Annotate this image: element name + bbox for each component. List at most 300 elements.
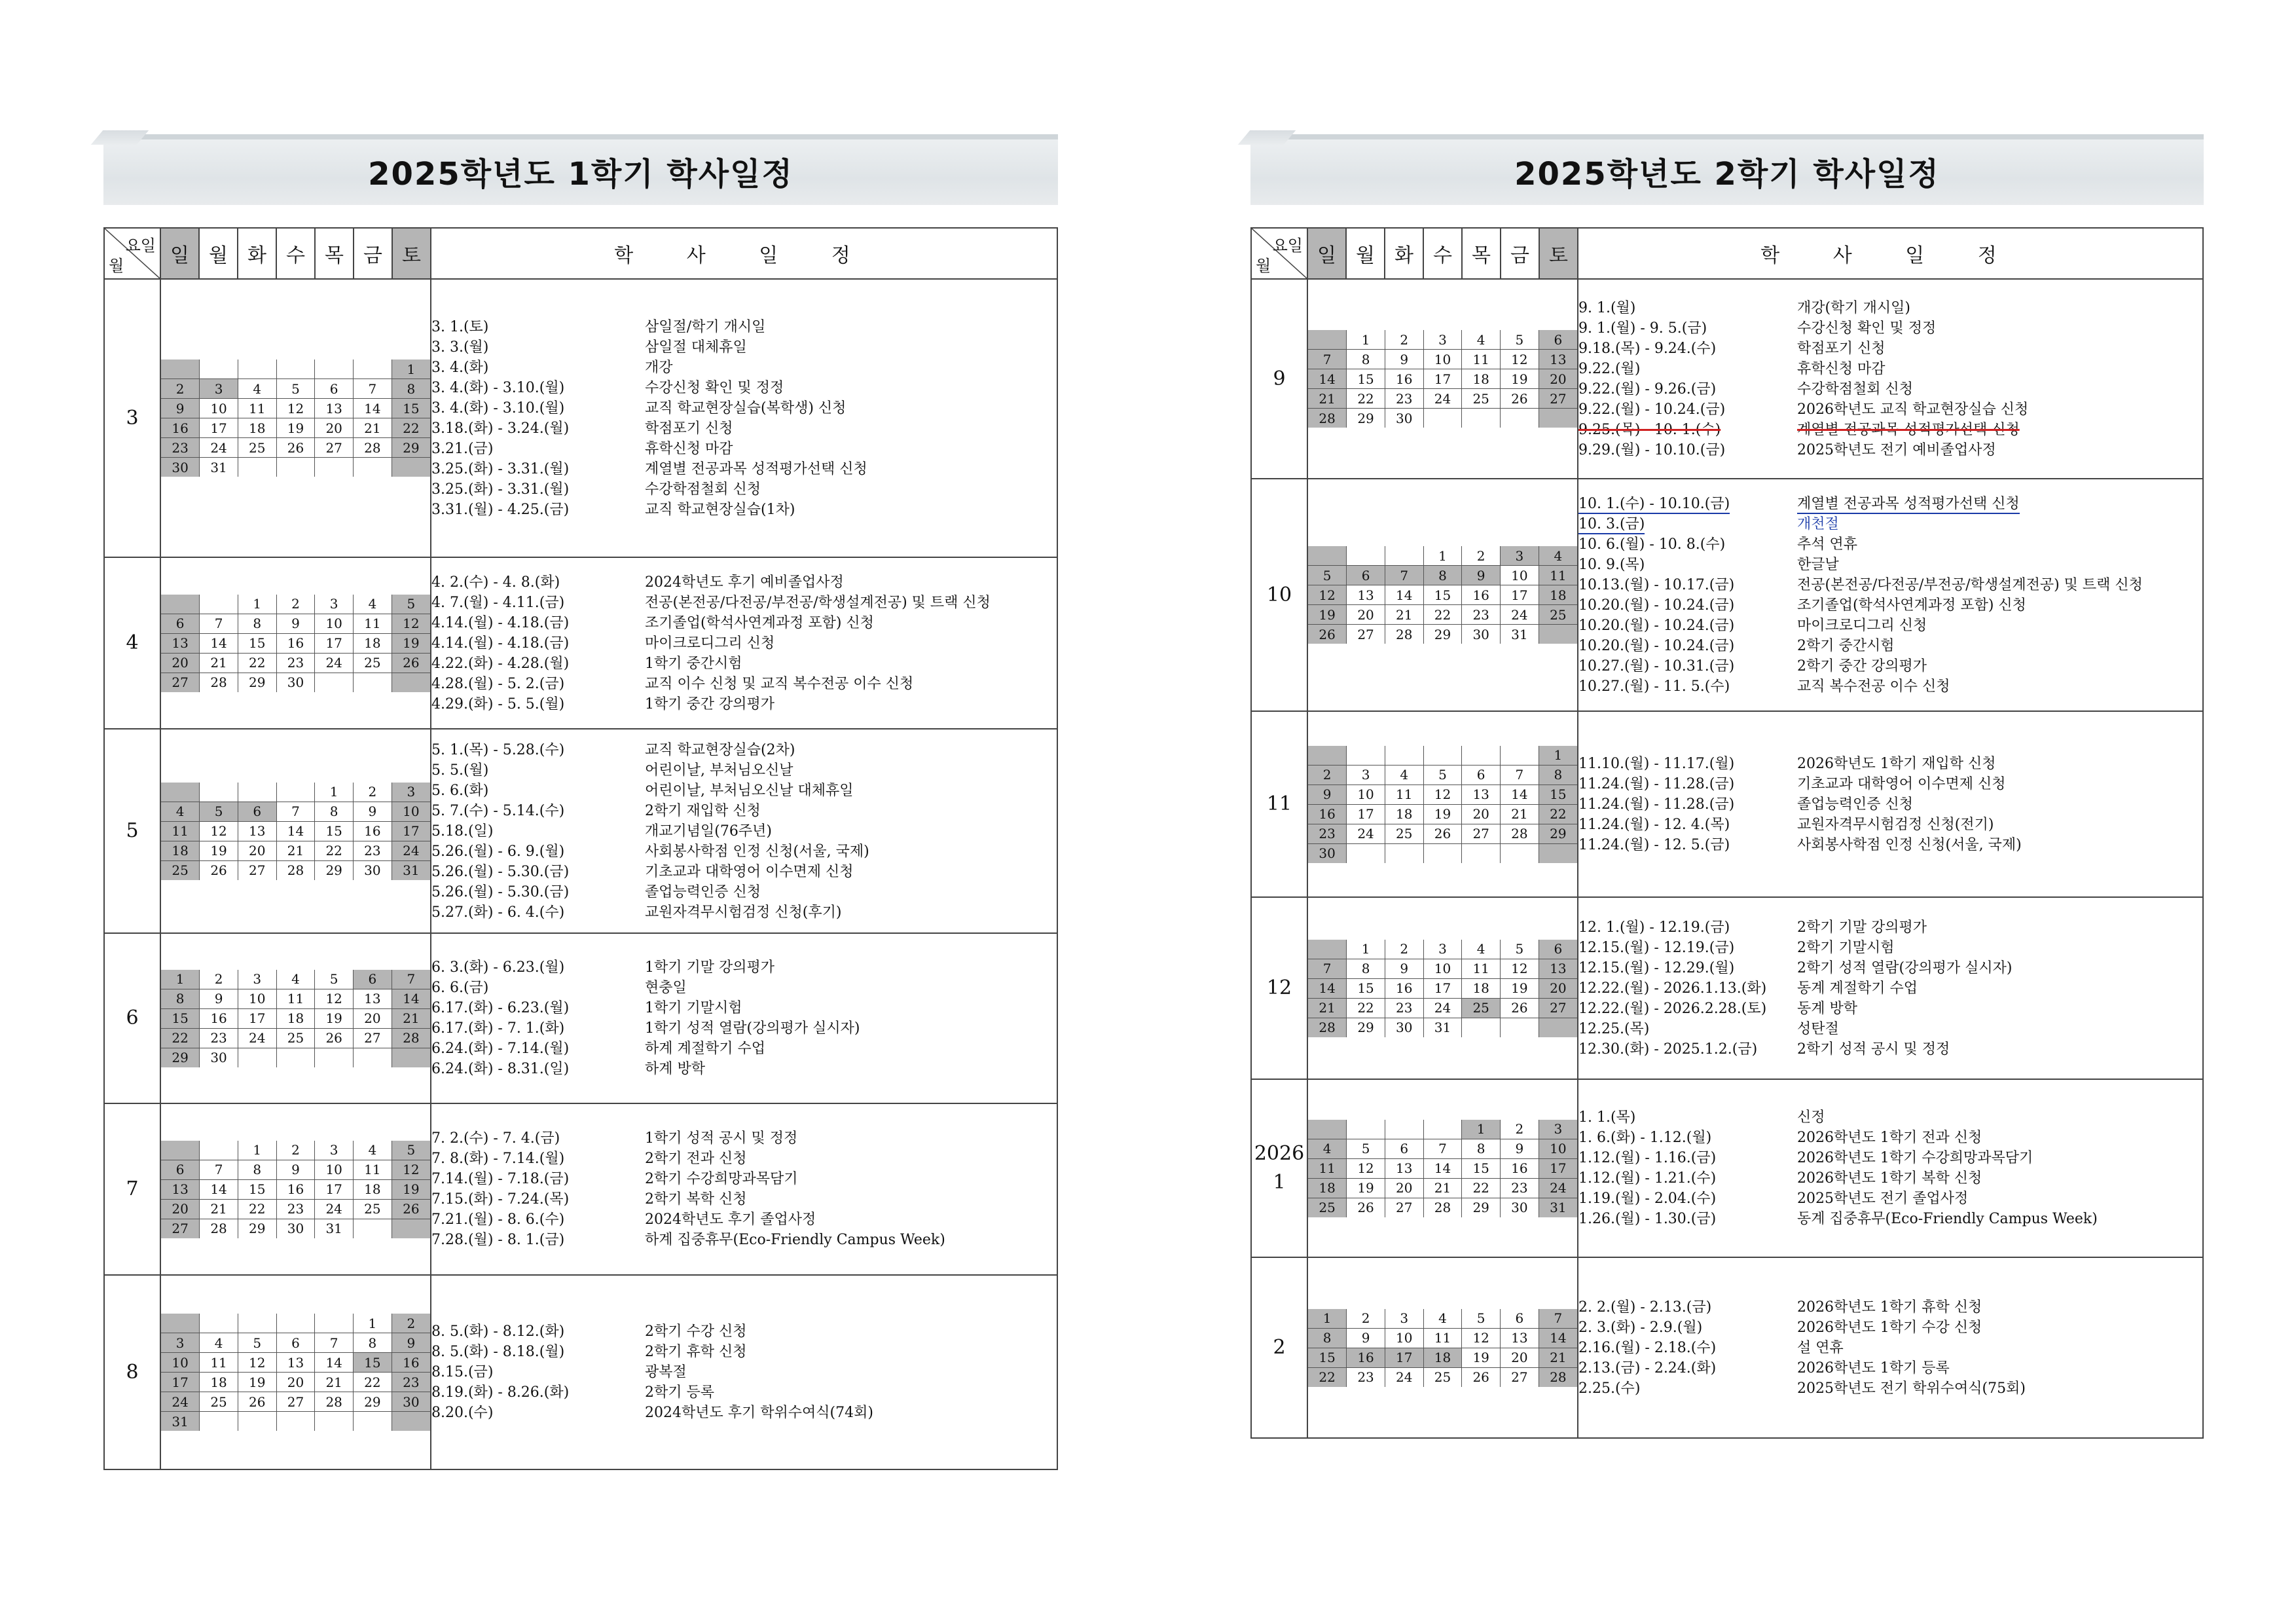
calendar-day: 7 xyxy=(200,614,238,633)
calendar-day xyxy=(238,783,276,802)
date-text: 4.14.(월) - 4.18.(금) xyxy=(431,614,570,631)
date-range xyxy=(1578,958,1797,978)
calendar-day: 18 xyxy=(1462,369,1501,389)
calendar-day: 22 xyxy=(315,841,354,860)
date-text: 4.14.(월) - 4.18.(금) xyxy=(431,635,570,652)
event-text: 개강 xyxy=(645,359,673,376)
calendar-day xyxy=(1385,546,1423,566)
month-number: 12 xyxy=(1266,976,1292,999)
event-item xyxy=(1797,1019,2202,1039)
date-range xyxy=(1578,1378,1797,1399)
event-text: 계열별 전공과목 성적평가선택 신청 xyxy=(645,460,867,477)
calendar-week xyxy=(161,1392,430,1412)
calendar-day: 11 xyxy=(354,1160,392,1179)
event-item xyxy=(1797,298,2202,318)
calendar-day: 10 xyxy=(1501,566,1539,585)
event-item xyxy=(645,1169,1057,1189)
calendar-day xyxy=(315,673,354,692)
month-calendar xyxy=(1307,897,1578,1079)
calendar-day: 31 xyxy=(200,458,238,477)
date-range xyxy=(431,781,645,801)
calendar-day: 14 xyxy=(315,1353,354,1373)
month-cell xyxy=(104,279,160,557)
calendar-day: 14 xyxy=(200,1179,238,1199)
calendar-day: 13 xyxy=(238,821,276,841)
date-list xyxy=(431,279,645,557)
calendar-day: 26 xyxy=(1501,998,1539,1018)
calendar-day: 28 xyxy=(354,438,392,458)
calendar-day: 8 xyxy=(1539,765,1577,784)
title-bar xyxy=(1250,134,2204,205)
event-list xyxy=(645,729,1057,933)
calendar-day: 15 xyxy=(1347,978,1385,998)
date-text: 2. 3.(화) - 2.9.(월) xyxy=(1578,1319,1703,1336)
calendar-day: 30 xyxy=(1308,843,1347,863)
calendar-day: 20 xyxy=(1539,978,1577,998)
date-range xyxy=(431,1059,645,1079)
calendar-day: 3 xyxy=(1423,330,1462,350)
calendar-day: 31 xyxy=(315,1219,354,1238)
date-range xyxy=(431,1039,645,1059)
calendar-day: 14 xyxy=(200,633,238,653)
calendar-day: 16 xyxy=(392,1353,430,1373)
calendar-day: 20 xyxy=(1501,1348,1539,1367)
calendar-day: 25 xyxy=(200,1392,238,1412)
event-text: 2024학년도 후기 예비졸업사정 xyxy=(645,574,844,591)
calendar-day: 31 xyxy=(1423,1018,1462,1037)
calendar-day: 30 xyxy=(1385,1018,1423,1037)
month-cell xyxy=(1251,479,1307,711)
event-item xyxy=(645,317,1057,337)
date-range xyxy=(1578,440,1797,460)
calendar-day: 13 xyxy=(1539,350,1577,369)
calendar-day: 21 xyxy=(315,1373,354,1392)
calendar-day: 3 xyxy=(315,595,354,614)
calendar-day: 9 xyxy=(276,614,315,633)
calendar-day: 25 xyxy=(1308,1198,1347,1217)
date-range xyxy=(1578,1148,1797,1168)
calendar-grid xyxy=(1308,1120,1577,1217)
calendar-day: 4 xyxy=(354,595,392,614)
calendar-day: 13 xyxy=(354,989,392,1008)
event-item xyxy=(645,500,1057,520)
event-text: 교직 학교현장실습(복학생) 신청 xyxy=(645,399,847,416)
calendar-day xyxy=(238,1314,276,1333)
calendar-day xyxy=(1501,409,1539,428)
date-range xyxy=(1578,1107,1797,1128)
event-text: 2024학년도 후기 학위수여식(74회) xyxy=(645,1405,873,1421)
month-label: 월 xyxy=(1256,257,1271,275)
calendar-day: 4 xyxy=(161,802,200,821)
event-text: 2026학년도 1학기 등록 xyxy=(1797,1359,1950,1376)
event-item xyxy=(1797,616,2202,636)
calendar-week xyxy=(1308,1120,1577,1139)
event-text: 1학기 중간 강의평가 xyxy=(645,695,774,712)
date-range xyxy=(1578,774,1797,794)
event-item xyxy=(645,902,1057,923)
calendar-day: 16 xyxy=(1385,369,1423,389)
calendar-day: 12 xyxy=(1462,1328,1501,1348)
event-item xyxy=(645,378,1057,398)
event-item xyxy=(645,1209,1057,1230)
event-text: 계열별 전공과목 성적평가선택 신청 xyxy=(1797,496,2020,514)
calendar-day xyxy=(1347,1120,1385,1139)
calendar-day: 25 xyxy=(161,860,200,880)
calendar-day xyxy=(276,1048,315,1067)
calendar-day: 12 xyxy=(1501,959,1539,978)
calendar-day: 21 xyxy=(1308,389,1347,409)
event-text: 2026학년도 1학기 휴학 신청 xyxy=(1797,1299,1982,1316)
calendar-day: 13 xyxy=(276,1353,315,1373)
date-text: 5.18.(일) xyxy=(431,822,494,840)
event-item xyxy=(1797,1148,2202,1168)
calendar-day xyxy=(161,783,200,802)
calendar-day xyxy=(200,1412,238,1431)
calendar-day: 16 xyxy=(354,821,392,841)
calendar-day: 17 xyxy=(1385,1348,1423,1367)
event-item xyxy=(1797,835,2202,855)
calendar-day xyxy=(354,1219,392,1238)
calendar-day: 29 xyxy=(238,1219,276,1238)
calendar-day xyxy=(1308,546,1347,566)
calendar-day: 19 xyxy=(1501,369,1539,389)
weekday-label: 요일 xyxy=(1272,236,1303,255)
date-range xyxy=(431,654,645,674)
date-text: 2.25.(수) xyxy=(1578,1380,1641,1397)
calendar-day: 7 xyxy=(1385,566,1423,585)
event-item xyxy=(1797,656,2202,676)
calendar-week xyxy=(1308,1198,1577,1217)
calendar-day: 27 xyxy=(161,673,200,692)
calendar-day: 29 xyxy=(1347,409,1385,428)
year-label: 2026 xyxy=(1254,1142,1305,1165)
month-calendar xyxy=(160,729,431,933)
calendar-day: 30 xyxy=(1501,1198,1539,1217)
date-text: 3.21.(금) xyxy=(431,440,494,457)
calendar-day: 6 xyxy=(238,802,276,821)
event-text: 조기졸업(학석사연계과정 포함) 신청 xyxy=(1797,597,2026,614)
event-item xyxy=(645,1230,1057,1250)
calendar-day: 25 xyxy=(1423,1367,1462,1387)
date-text: 10.13.(월) - 10.17.(금) xyxy=(1578,576,1735,593)
weekday-header: 월 xyxy=(199,228,238,279)
calendar-day: 23 xyxy=(200,1028,238,1048)
date-text: 11.24.(월) - 11.28.(금) xyxy=(1578,775,1735,792)
calendar-day: 24 xyxy=(1423,998,1462,1018)
calendar-week xyxy=(161,1219,430,1238)
date-range xyxy=(431,694,645,714)
calendar-day: 16 xyxy=(161,418,200,438)
calendar-day: 7 xyxy=(392,970,430,989)
event-text: 1학기 중간시험 xyxy=(645,655,742,672)
date-text: 9.22.(월) xyxy=(1578,360,1641,377)
calendar-day: 24 xyxy=(200,438,238,458)
event-item xyxy=(1797,774,2202,794)
event-text: 광복절 xyxy=(645,1364,687,1380)
date-text: 1.12.(월) - 1.16.(금) xyxy=(1578,1150,1717,1166)
calendar-day: 24 xyxy=(1501,605,1539,625)
calendar-day: 19 xyxy=(1308,605,1347,625)
calendar-day xyxy=(1308,330,1347,350)
calendar-day: 26 xyxy=(392,653,430,673)
event-text: 교직 학교현장실습(2차) xyxy=(645,741,795,758)
calendar-day: 14 xyxy=(1308,978,1347,998)
calendar-week xyxy=(1308,746,1577,766)
calendar-day: 6 xyxy=(1501,1309,1539,1329)
event-item xyxy=(645,1362,1057,1382)
event-text: 전공(본전공/다전공/부전공/학생설계전공) 및 트랙 신청 xyxy=(645,594,991,611)
date-text: 12.15.(월) - 12.29.(월) xyxy=(1578,959,1735,976)
calendar-day: 15 xyxy=(1347,369,1385,389)
calendar-week xyxy=(1308,940,1577,959)
calendar-day: 16 xyxy=(1347,1348,1385,1367)
calendar-day xyxy=(392,458,430,477)
event-text: 2026학년도 1학기 수강 신청 xyxy=(1797,1319,1982,1336)
calendar-day: 21 xyxy=(354,418,392,438)
calendar-week xyxy=(1308,1348,1577,1367)
event-text: 2학기 기말시험 xyxy=(1797,939,1895,956)
calendar-day: 3 xyxy=(315,1141,354,1160)
calendar-day: 17 xyxy=(200,418,238,438)
calendar-week xyxy=(1308,804,1577,824)
calendar-day: 1 xyxy=(315,783,354,802)
calendar-day: 17 xyxy=(315,1179,354,1199)
event-text: 신정 xyxy=(1797,1109,1825,1126)
calendar-day: 20 xyxy=(276,1373,315,1392)
calendar-day: 9 xyxy=(392,1333,430,1353)
calendar-day: 12 xyxy=(315,989,354,1008)
calendar-day: 4 xyxy=(1423,1309,1462,1329)
calendar-day: 10 xyxy=(1347,784,1385,804)
calendar-day: 15 xyxy=(1308,1348,1347,1367)
event-item xyxy=(1797,1039,2202,1060)
date-text: 12.22.(월) - 2026.2.28.(토) xyxy=(1578,1000,1767,1017)
month-cell xyxy=(1251,1079,1307,1257)
date-range xyxy=(1578,1019,1797,1039)
calendar-grid xyxy=(1308,1309,1577,1387)
event-text: 학점포기 신청 xyxy=(1797,340,1886,357)
calendar-day: 8 xyxy=(354,1333,392,1353)
calendar-day: 10 xyxy=(315,614,354,633)
date-range xyxy=(431,479,645,500)
date-range xyxy=(431,358,645,378)
weekday-header: 화 xyxy=(238,228,276,279)
calendar-day: 7 xyxy=(315,1333,354,1353)
date-text: 12.22.(월) - 2026.1.13.(화) xyxy=(1578,980,1767,997)
date-text: 4.22.(화) - 4.28.(월) xyxy=(431,655,570,672)
event-item xyxy=(1797,794,2202,815)
calendar-day: 22 xyxy=(1347,998,1385,1018)
event-text: 설 연휴 xyxy=(1797,1339,1844,1356)
calendar-week xyxy=(161,841,430,860)
calendar-day: 21 xyxy=(276,841,315,860)
date-text: 8.20.(수) xyxy=(431,1405,494,1421)
month-row xyxy=(104,933,1057,1103)
calendar-day: 19 xyxy=(276,418,315,438)
date-range xyxy=(431,378,645,398)
event-text: 2026학년도 1학기 수강희망과목담기 xyxy=(1797,1150,2033,1166)
event-text: 추석 연휴 xyxy=(1797,536,1858,553)
calendar-day: 4 xyxy=(200,1333,238,1353)
calendar-week xyxy=(161,1008,430,1028)
date-range xyxy=(1578,917,1797,938)
calendar-day: 8 xyxy=(1462,1139,1501,1158)
event-text: 1학기 성적 공시 및 정정 xyxy=(645,1130,798,1147)
event-item xyxy=(645,998,1057,1018)
calendar-day: 14 xyxy=(354,399,392,418)
calendar-day: 20 xyxy=(161,1199,200,1219)
calendar-week xyxy=(161,1141,430,1160)
date-text: 1. 6.(화) - 1.12.(월) xyxy=(1578,1130,1712,1146)
calendar-day: 24 xyxy=(315,653,354,673)
date-list xyxy=(1578,711,1797,897)
calendar-week xyxy=(1308,1367,1577,1387)
calendar-day: 8 xyxy=(1423,566,1462,585)
date-range xyxy=(1578,514,1797,534)
calendar-day: 25 xyxy=(1385,824,1423,843)
calendar-grid xyxy=(1308,940,1577,1037)
calendar-day xyxy=(1385,843,1423,863)
month-number: 5 xyxy=(126,819,139,842)
calendar-day: 29 xyxy=(1423,625,1462,644)
date-text: 8. 5.(화) - 8.18.(월) xyxy=(431,1344,565,1360)
month-row xyxy=(104,729,1057,933)
date-text: 5. 1.(목) - 5.28.(수) xyxy=(431,741,565,758)
event-item xyxy=(645,674,1057,694)
calendar-week xyxy=(1308,369,1577,389)
event-item xyxy=(645,613,1057,633)
calendar-day: 11 xyxy=(1423,1328,1462,1348)
calendar-day: 10 xyxy=(1423,350,1462,369)
calendar-day: 9 xyxy=(354,802,392,821)
weekday-header: 토 xyxy=(1539,228,1578,279)
calendar-grid xyxy=(161,595,430,692)
weekday-header: 토 xyxy=(392,228,431,279)
date-list xyxy=(1578,279,1797,479)
calendar-day: 9 xyxy=(1462,566,1501,585)
date-range xyxy=(1578,656,1797,676)
event-text: 전공(본전공/다전공/부전공/학생설계전공) 및 트랙 신청 xyxy=(1797,576,2143,593)
date-text: 8.15.(금) xyxy=(431,1364,494,1380)
event-text: 2026학년도 교직 학교현장실습 신청 xyxy=(1797,401,2029,418)
event-text: 마이크로디그리 신청 xyxy=(1797,617,1927,634)
calendar-day xyxy=(200,783,238,802)
date-list xyxy=(431,729,645,933)
date-range xyxy=(1578,676,1797,697)
calendar-day xyxy=(392,1048,430,1067)
calendar-day: 11 xyxy=(1385,784,1423,804)
event-item xyxy=(645,337,1057,358)
calendar-day: 28 xyxy=(1539,1367,1577,1387)
calendar-day xyxy=(1539,409,1577,428)
event-item xyxy=(645,479,1057,500)
calendar-week xyxy=(1308,1018,1577,1037)
calendar-day xyxy=(161,595,200,614)
calendar-day xyxy=(276,458,315,477)
event-item xyxy=(1797,1128,2202,1148)
calendar-grid xyxy=(161,970,430,1067)
date-text: 3.18.(화) - 3.24.(월) xyxy=(431,420,570,437)
calendar-week xyxy=(161,1412,430,1431)
calendar-day: 8 xyxy=(1347,350,1385,369)
calendar-day: 24 xyxy=(1385,1367,1423,1387)
date-text: 11.24.(월) - 12. 4.(목) xyxy=(1578,816,1730,833)
calendar-week xyxy=(161,1199,430,1219)
calendar-week xyxy=(1308,330,1577,350)
semester-2-sheet xyxy=(1250,134,2204,1439)
calendar-day: 9 xyxy=(276,1160,315,1179)
calendar-day xyxy=(354,673,392,692)
date-range xyxy=(431,500,645,520)
calendar-day: 23 xyxy=(1501,1178,1539,1198)
event-text: 졸업능력인증 신청 xyxy=(645,883,761,900)
date-text: 6.24.(화) - 7.14.(월) xyxy=(431,1041,570,1057)
event-item xyxy=(645,1128,1057,1149)
date-range xyxy=(431,882,645,902)
event-text: 조기졸업(학석사연계과정 포함) 신청 xyxy=(645,614,874,631)
date-text: 9.18.(목) - 9.24.(수) xyxy=(1578,340,1717,357)
event-item xyxy=(1797,555,2202,575)
calendar-day: 11 xyxy=(1539,566,1577,585)
event-text: 2학기 수강 신청 xyxy=(645,1323,747,1340)
calendar-day: 2 xyxy=(200,970,238,989)
date-range xyxy=(431,439,645,459)
date-range xyxy=(431,760,645,781)
calendar-day: 17 xyxy=(1423,978,1462,998)
calendar-day xyxy=(1539,1018,1577,1037)
calendar-day xyxy=(200,595,238,614)
calendar-day: 5 xyxy=(200,802,238,821)
event-text: 2026학년도 1학기 복학 신청 xyxy=(1797,1170,1982,1187)
calendar-day: 24 xyxy=(392,841,430,860)
calendar-day: 19 xyxy=(1347,1178,1385,1198)
event-text: 2024학년도 후기 졸업사정 xyxy=(645,1211,816,1228)
event-item xyxy=(1797,1318,2202,1338)
calendar-day: 30 xyxy=(1385,409,1423,428)
calendar-day: 29 xyxy=(315,860,354,880)
calendar-day: 1 xyxy=(161,970,200,989)
date-text: 3. 4.(화) xyxy=(431,359,489,376)
event-text: 어린이날, 부처님오신날 xyxy=(645,762,793,779)
calendar-day: 9 xyxy=(200,989,238,1008)
event-text: 2학기 중간 강의평가 xyxy=(1797,657,1927,674)
event-list xyxy=(1797,897,2203,1079)
calendar-day: 12 xyxy=(1308,585,1347,605)
sheet-title: 2025학년도 2학기 학사일정 xyxy=(1514,156,1940,193)
calendar-day: 6 xyxy=(354,970,392,989)
calendar-day: 18 xyxy=(238,418,276,438)
calendar-day: 24 xyxy=(238,1028,276,1048)
event-item xyxy=(645,882,1057,902)
event-text: 학점포기 신청 xyxy=(645,420,733,437)
calendar-day: 16 xyxy=(1308,804,1347,824)
calendar-day: 14 xyxy=(1423,1158,1462,1178)
calendar-day: 7 xyxy=(1308,959,1347,978)
date-range xyxy=(1578,938,1797,958)
weekday-header: 금 xyxy=(354,228,392,279)
event-item xyxy=(1797,917,2202,938)
calendar-day: 23 xyxy=(1308,824,1347,843)
calendar-day: 21 xyxy=(392,1008,430,1028)
calendar-week xyxy=(1308,625,1577,644)
weekday-header: 금 xyxy=(1501,228,1539,279)
calendar-week xyxy=(161,1373,430,1392)
event-item xyxy=(1797,1378,2202,1399)
calendar-day: 12 xyxy=(1501,350,1539,369)
event-list xyxy=(645,557,1057,729)
calendar-grid xyxy=(161,360,430,477)
event-text: 동계 방학 xyxy=(1797,1000,1858,1017)
